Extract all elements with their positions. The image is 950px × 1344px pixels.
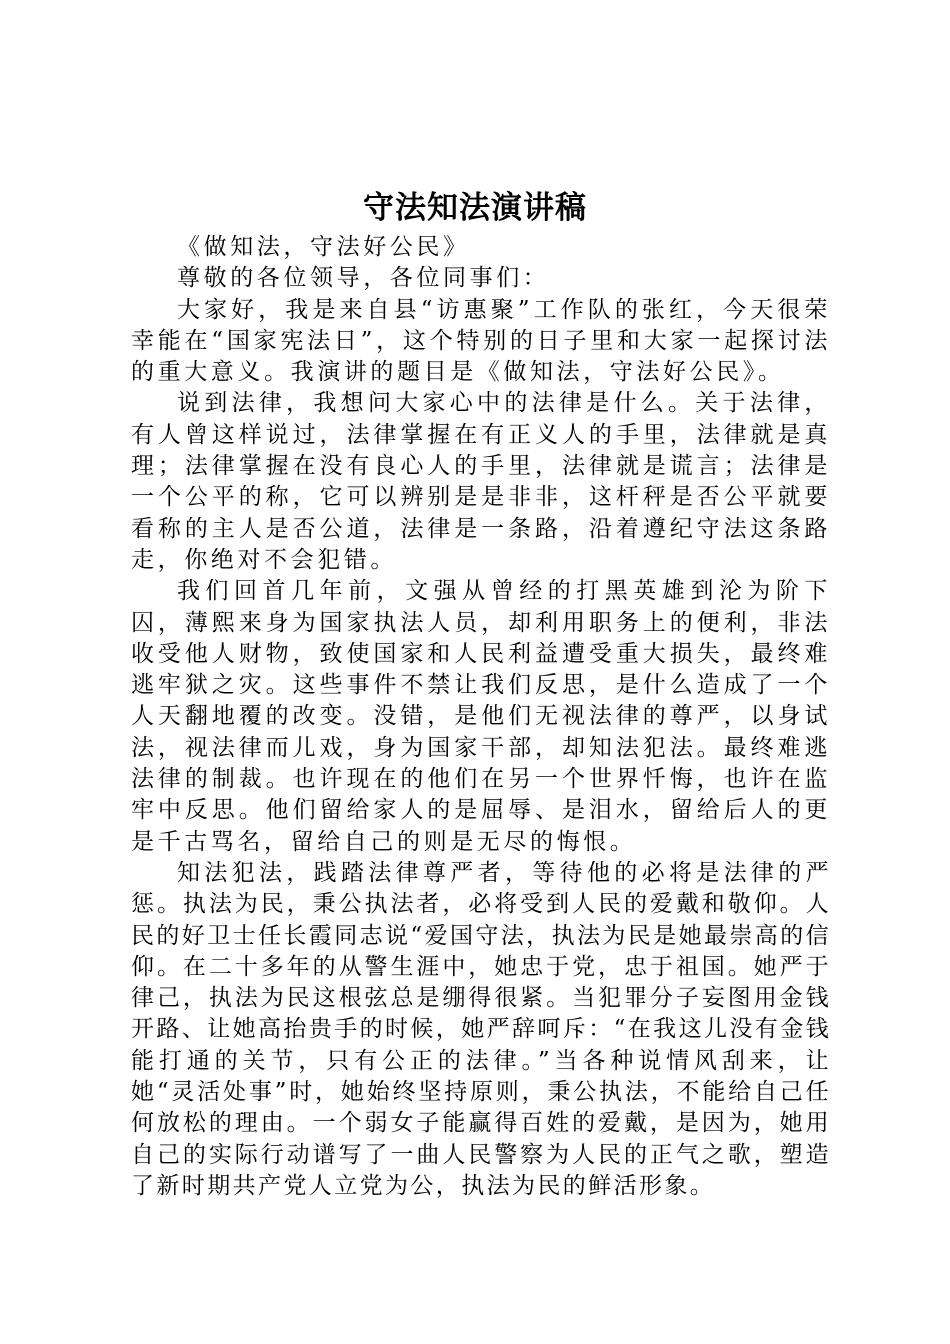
document-body — [131, 232, 831, 1202]
salutation: 尊敬的各位领导，各位同事们： — [177, 265, 550, 292]
paragraph-examples: 我们回首几年前，文强从曾经的打黑英雄到沦为阶下囚，薄熙来身为国家执法人员，却利用职务上的便利，非法收受他人财物，致使国家和人民利益遭受重大损失，最终难逃牢狱之灾。这些事件不禁让我们反思，是什么造成了一个人天翻地覆的改变。没错，是他们无视法律的尊严，以身试法，视法律而儿戏，身为国家干部，却知法犯法。最终难逃法律的制裁。也许现在的他们在另一个世界忏悔，也许在监牢中反思。他们留给家人的是屈辱、是泪水，留给后人的更是千古骂名，留给自己的则是无尽的悔恨。 — [131, 578, 831, 855]
speech-subtitle: 《做知法，守法好公民》 — [177, 234, 470, 260]
paragraph-introduction: 大家好，我是来自县“访惠聚”工作队的张红，今天很荣幸能在“国家宪法日”，这个特别的日子里和大家一起探讨法的重大意义。我演讲的题目是《做知法，守法好公民》。 — [131, 296, 831, 386]
paragraph-what-is-law: 说到法律，我想问大家心中的法律是什么。关于法律，有人曾这样说过，法律掌握在有正义人的手里，法律就是真理；法律掌握在没有良心人的手里，法律就是谎言；法律是一个公平的称，它可以辨别是是非非，这杆秤是否公平就要看称的主人是否公道，法律是一条路，沿着遵纪守法这条路走，你绝对不会犯错。 — [131, 390, 831, 573]
document-title: 守法知法演讲稿 — [363, 190, 587, 226]
paragraph-role-model: 知法犯法，践踏法律尊严者，等待他的必将是法律的严惩。执法为民，秉公执法者，必将受到人民的爱戴和敬仰。人民的好卫士任长霞同志说“爱国守法，执法为民是她最崇高的信仰。在二十多年的从警生涯中，她忠于党，忠于祖国。她严于律己，执法为民这根弦总是绷得很紧。当犯罪分子妄图用金钱开路、让她高抬贵手的时候，她严辞呵斥：“在我这儿没有金钱能打通的关节，只有公正的法律。”当各种说情风刮来，让她“灵活处事”时，她始终坚持原则，秉公执法，不能给自己任何放松的理由。一个弱女子能赢得百姓的爱戴，是因为，她用自己的实际行动谱写了一曲人民警察为人民的正气之歌，塑造了新时期共产党人立党为公，执法为民的鲜活形象。 — [131, 859, 831, 1199]
